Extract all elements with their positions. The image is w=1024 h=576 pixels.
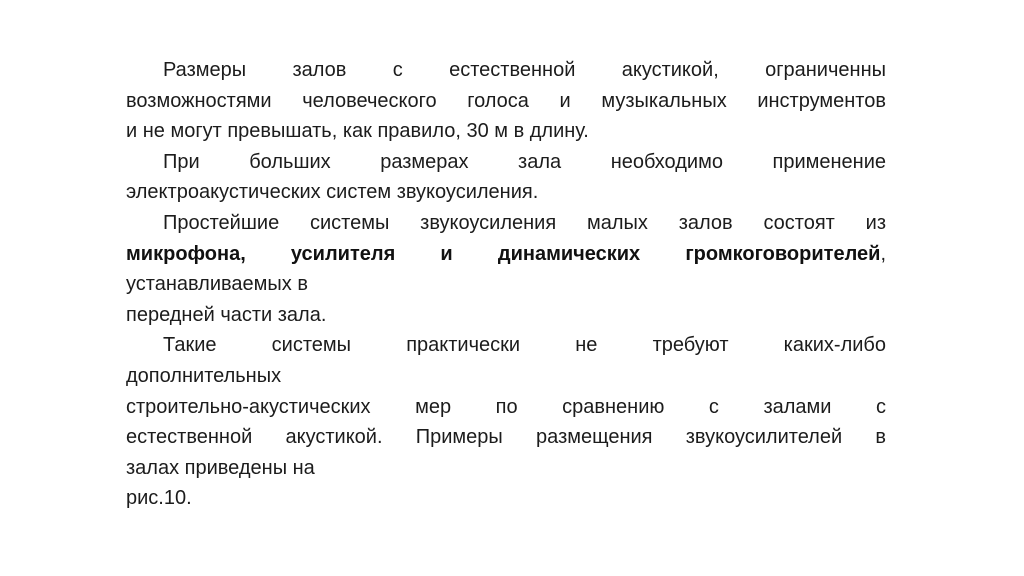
paragraph-large-halls [126,147,886,208]
paragraph-no-measures [126,330,886,514]
text-line: возможностями человеческого голоса и музыкальных инструментов [126,89,886,112]
text-line: электроакустических систем звукоусиления. [126,181,539,204]
text-line: устанавливаемых в [126,273,308,296]
text-line: Такие системы практически не требуют каких-либо [163,334,886,357]
text-line: и не могут превышать, как правило, 30 м в длину. [126,120,589,143]
text-line: естественной акустикой. Примеры размещения звукоусилителей в [126,426,886,449]
text-line: рис.10. [126,487,192,510]
text-line: При больших размерах зала необходимо применение [163,150,886,173]
bold-equipment-list: микрофона, усилителя и динамических громкоговорителей [126,242,881,265]
text-line: дополнительных [126,364,282,387]
text-line: Простейшие системы звукоусиления малых залов состоят из [163,211,886,234]
paragraph-hall-sizes [126,55,886,147]
slide-text-body [126,55,886,514]
paragraph-simple-systems [126,208,886,330]
text-line: передней части зала. [126,303,327,326]
text-line: строительно-акустических мер по сравнению с залами с [126,395,886,418]
comma: , [880,242,886,265]
text-line: залах приведены на [126,456,315,479]
text-line: Размеры залов с естественной акустикой, ограниченны [163,59,886,81]
text-line-bold [126,239,886,270]
